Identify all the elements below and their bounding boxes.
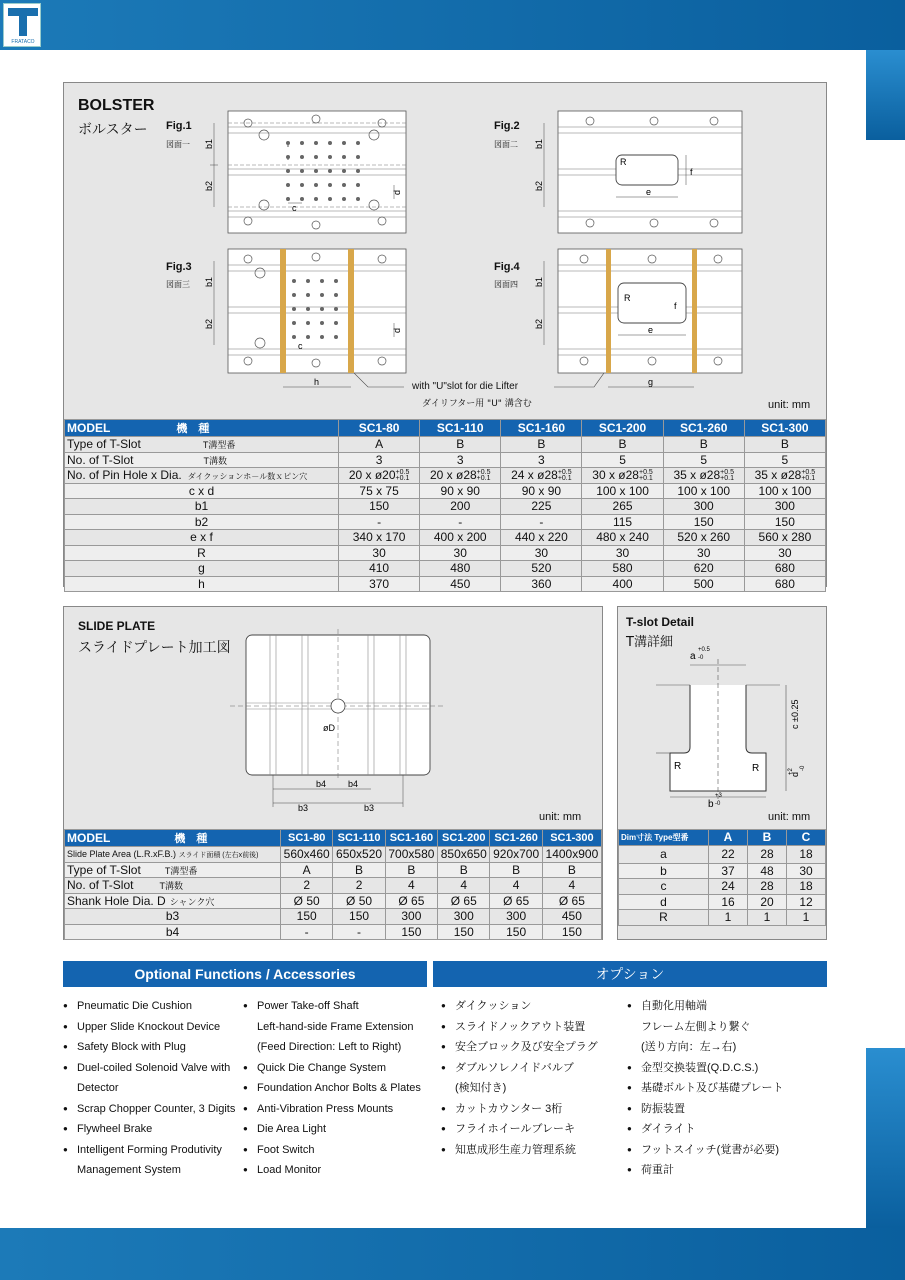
col-header: SC1-260	[663, 420, 744, 437]
dim-d-up: +2	[788, 768, 794, 775]
table-row: a 22 28 18	[619, 845, 826, 863]
fig4-e: e	[648, 325, 654, 335]
fig4-u-slot-left	[606, 249, 611, 373]
option-item: (送り方向：左→右)	[641, 1041, 737, 1053]
fig4-label: Fig.4	[494, 261, 520, 273]
options-col1	[63, 996, 245, 1181]
table-row: No. of T-Slot T溝数 3 3 3 5 5 5	[65, 452, 826, 468]
option-item: Left-hand-side Frame Extension	[257, 1020, 414, 1033]
fig3-b2: b2	[204, 318, 214, 329]
fig4-R: R	[624, 293, 631, 303]
option-item: ● 金型交換装置(Q.D.C.S.)	[627, 1058, 827, 1079]
option-item: Management System	[77, 1164, 181, 1176]
fig4-u-slot-right	[692, 249, 697, 373]
fig4-b2: b2	[534, 318, 544, 329]
col-header: SC1-110	[420, 420, 501, 437]
table-row: h 370 450 360 400 500 680	[65, 576, 826, 592]
fig3-u-slot-left	[280, 249, 286, 373]
dim-a: a	[690, 651, 696, 662]
option-item: (Feed Direction: Left to Right)	[257, 1041, 402, 1053]
table-row: Type of T-Slot T溝型番 A B B B B B	[65, 437, 826, 453]
logo-text: FRATACO	[11, 39, 35, 45]
tslot-panel	[617, 606, 827, 940]
option-item: ● ダイライト	[627, 1119, 827, 1140]
b4-right: b4	[348, 779, 359, 789]
option-item: ● 防振装置	[627, 1099, 827, 1120]
side-tab-bottom	[866, 1048, 905, 1228]
option-item: (検知付き)	[455, 1082, 507, 1094]
option-item: ● フライホイールブレーキ	[441, 1119, 621, 1140]
bolster-title-jp: ボルスター	[78, 122, 148, 138]
shank-hole-label: øD	[323, 723, 335, 733]
bottom-banner	[0, 1228, 905, 1280]
fig3-sub: 図面三	[166, 280, 190, 289]
dim-a-up: +0.5	[698, 647, 710, 653]
table-row: b4 - - 150 150 150 150	[65, 924, 602, 940]
option-item: ● Pneumatic Die Cushion	[63, 996, 245, 1017]
dim-b-up: +3	[715, 793, 722, 799]
tslot-table	[618, 829, 826, 926]
fig4-sub: 図面四	[494, 280, 518, 289]
tslot-drawing	[656, 629, 826, 809]
dim-c: c ±0.25	[790, 699, 800, 729]
table-row: b3 150 150 300 300 300 450	[65, 909, 602, 925]
option-item: ● スライドノックアウト装置	[441, 1017, 621, 1038]
fig3-h: h	[314, 377, 320, 387]
company-logo	[3, 3, 41, 47]
fig1-b1: b1	[204, 138, 214, 149]
fig4-g: g	[648, 377, 654, 387]
top-banner	[0, 0, 905, 50]
fig3-u-slot-right	[348, 249, 354, 373]
logo-t-stem	[19, 14, 27, 36]
options-col4	[627, 996, 827, 1181]
table-row: R 30 30 30 30 30 30	[65, 545, 826, 561]
fig2-b1: b1	[534, 138, 544, 149]
slide-title-jp: スライドプレート加工図	[78, 640, 231, 656]
table-row: b 37 48 30	[619, 863, 826, 879]
table-row: b1 150 200 225 265 300 300	[65, 499, 826, 515]
option-item: ● Power Take-off Shaft	[243, 996, 429, 1017]
option-item: ● 自動化用軸端	[627, 996, 827, 1017]
option-item: ● Anti-Vibration Press Mounts	[243, 1099, 429, 1120]
fig2-f: f	[690, 167, 693, 177]
option-item: ● Foundation Anchor Bolts & Plates	[243, 1078, 429, 1099]
dim-b: b	[708, 799, 714, 809]
fig3-d: d	[392, 327, 402, 333]
table-row: c x d 75 x 75 90 x 90 90 x 90 100 x 100 100 x 100 100 x 100	[65, 483, 826, 499]
dim-d: d	[790, 771, 800, 777]
bolster-panel	[63, 82, 827, 591]
fig2-b2: b2	[534, 180, 544, 191]
b4-left: b4	[316, 779, 327, 789]
slide-spec-table	[64, 829, 602, 940]
option-item: ● 荷重計	[627, 1160, 827, 1181]
table-row: Slide Plate Area (L.R.xF.B.) スライド面積 (左右x前後) 560x460 650x520 700x580 850x650 920x700 1400x900	[65, 847, 602, 863]
table-header-row	[65, 420, 826, 437]
options-col3	[441, 996, 621, 1160]
fig2-label: Fig.2	[494, 120, 520, 132]
dim-b-dn: -0	[715, 801, 721, 807]
fig1-d: d	[392, 189, 402, 195]
b3-right: b3	[364, 803, 375, 813]
option-item: ● カットカウンター 3桁	[441, 1099, 621, 1120]
fig1-drawing	[204, 107, 414, 237]
fig3-c: c	[298, 341, 303, 351]
tslot-unit: unit: mm	[768, 811, 811, 823]
fig2-sub: 図面二	[494, 140, 518, 149]
option-item: ● Upper Slide Knockout Device	[63, 1017, 245, 1038]
options-band-jp: オプション	[433, 961, 827, 987]
option-item: ● Flywheel Brake	[63, 1119, 245, 1140]
fig2-e: e	[646, 187, 652, 197]
option-item: ● フットスイッチ(覚書が必要)	[627, 1140, 827, 1161]
fig4-b1: b1	[534, 276, 544, 287]
option-item: ● Load Monitor	[243, 1160, 429, 1181]
option-item: ● Intelligent Forming Produtivity	[63, 1140, 245, 1161]
table-row: d 16 20 12	[619, 894, 826, 910]
option-item: ● 基礎ボルト及び基礎プレート	[627, 1078, 827, 1099]
fig2-R: R	[620, 157, 627, 167]
tslot-title-jp: T溝詳細	[626, 635, 673, 650]
dim-a-dn: -0	[698, 655, 704, 661]
fig4-f: f	[674, 301, 677, 311]
dim-R-left: R	[674, 761, 682, 772]
col-header: SC1-160	[501, 420, 582, 437]
bolster-unit: unit: mm	[768, 399, 811, 411]
option-item: ● 安全ブロック及び安全プラグ	[441, 1037, 621, 1058]
option-item: ● 知恵成形生産力管理系統	[441, 1140, 621, 1161]
option-item: フレーム左側より繋ぐ	[641, 1020, 751, 1033]
bolster-title: BOLSTER	[78, 97, 155, 114]
table-header-row: MODEL 機 種 SC1-80 SC1-110 SC1-160 SC1-200 SC1-260 SC1-300	[65, 830, 602, 847]
option-item: ● Quick Die Change System	[243, 1058, 429, 1079]
model-label-jp: 機 種	[176, 423, 210, 435]
fig2-drawing	[534, 107, 749, 237]
fig1-b2: b2	[204, 180, 214, 191]
fig3-b1: b1	[204, 276, 214, 287]
option-item: ● Duel-coiled Solenoid Valve with	[63, 1058, 245, 1079]
options-band-en: Optional Functions / Accessories	[63, 961, 427, 987]
table-row: g 410 480 520 580 620 680	[65, 561, 826, 577]
option-item: ● Foot Switch	[243, 1140, 429, 1161]
shank-hole	[331, 699, 345, 713]
option-item: ● Safety Block with Plug	[63, 1037, 245, 1058]
option-item: Detector	[77, 1082, 119, 1094]
dim-R-right: R	[752, 763, 760, 774]
col-header: SC1-80	[339, 420, 420, 437]
option-item: ● Scrap Chopper Counter, 3 Digits	[63, 1099, 245, 1120]
table-row: e x f 340 x 170 400 x 200 440 x 220 480 x 240 520 x 260 560 x 280	[65, 530, 826, 546]
table-header-row: Dim寸法 Type型番 A B C	[619, 830, 826, 846]
table-row: c 24 28 18	[619, 879, 826, 895]
table-row: No. of T-Slot T溝数 2 2 4 4 4 4	[65, 878, 602, 894]
fig1-sub: 図面一	[166, 140, 190, 149]
model-label: MODEL	[67, 421, 111, 435]
side-tab-top	[866, 50, 905, 140]
bolster-spec-table	[64, 419, 826, 592]
table-row: Shank Hole Dia. D シャンク穴 Ø 50 Ø 50 Ø 65 Ø 65 Ø 65 Ø 65	[65, 893, 602, 909]
fig1-label: Fig.1	[166, 120, 192, 132]
slide-plate-drawing	[224, 629, 464, 819]
lifter-note: with "U"slot for die Lifter	[412, 381, 519, 392]
option-item: ● ダイクッション	[441, 996, 621, 1017]
slide-title: SLIDE PLATE	[78, 619, 156, 633]
col-header: SC1-200	[582, 420, 663, 437]
table-row: b2 - - - 115 150 150	[65, 514, 826, 530]
table-row: Type of T-Slot T溝型番 A B B B B B	[65, 862, 602, 878]
option-item: ● ダブルソレノイドバルブ	[441, 1058, 621, 1079]
option-item: ● Die Area Light	[243, 1119, 429, 1140]
slide-plate-panel	[63, 606, 603, 940]
dim-d-dn: -0	[800, 765, 806, 771]
table-row: R 1 1 1	[619, 910, 826, 926]
fig3-label: Fig.3	[166, 261, 192, 273]
options-col2	[243, 996, 429, 1181]
b3-left: b3	[298, 803, 309, 813]
col-header: SC1-300	[744, 420, 825, 437]
table-row: No. of Pin Hole x Dia. ダイクッションホ－ル数ｘピン穴 20 x ø20+0.5 +0.1 20 x ø28+0.5 +0.1 24 x ø28+0.5 +0.1 30 x ø28+0.5 +0.1 35 x ø28+0.5 +0.1 35 x ø28+0.5 +0.1	[65, 468, 826, 484]
tslot-title: T-slot Detail	[626, 615, 695, 629]
lifter-note-jp: ダイリフター用 "U" 溝含む	[422, 399, 532, 409]
slide-unit: unit: mm	[539, 811, 582, 823]
fig1-c: c	[292, 203, 297, 213]
